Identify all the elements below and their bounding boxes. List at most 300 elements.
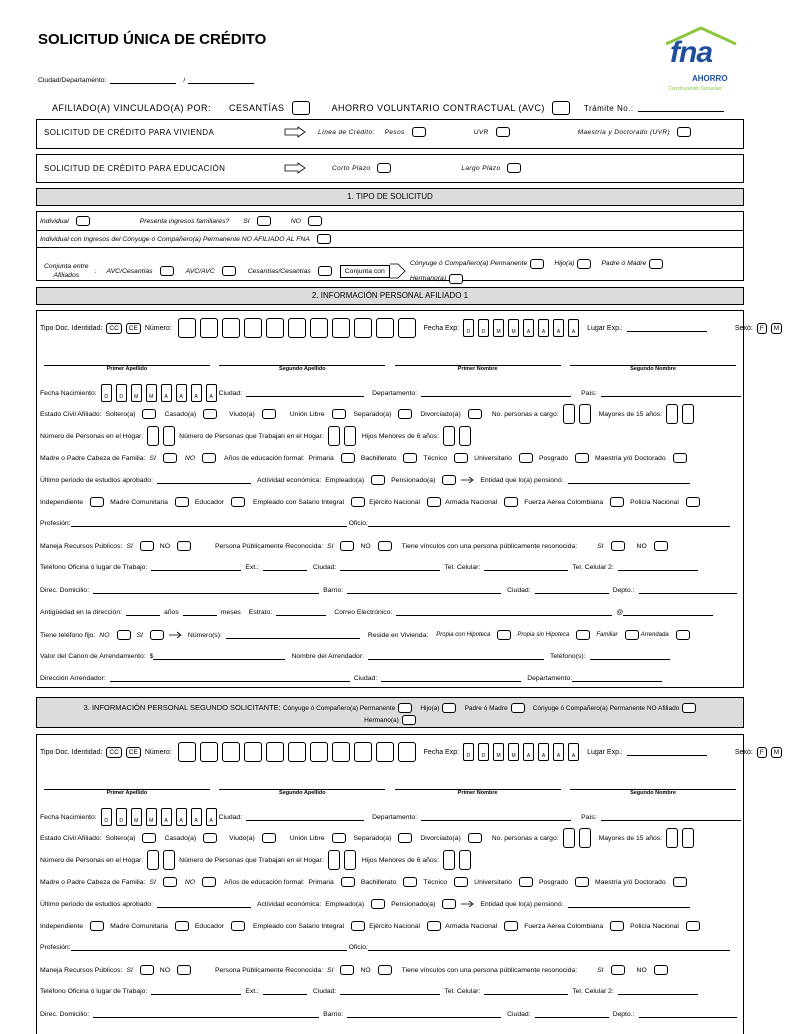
oficio-input[interactable] (368, 943, 730, 951)
id-digit-box[interactable] (332, 742, 350, 762)
policia-checkbox[interactable] (686, 921, 700, 931)
estrato-input[interactable] (276, 608, 326, 616)
nombre-arr-input[interactable] (368, 652, 544, 660)
barrio-input[interactable] (347, 1010, 501, 1018)
barrio-label: Barrio: (323, 586, 344, 594)
ejercito-checkbox[interactable] (427, 497, 441, 507)
id-digit-box[interactable] (310, 318, 328, 338)
date-year-box[interactable]: A (161, 384, 172, 402)
cc-option[interactable]: CC (106, 323, 121, 334)
number-box[interactable] (666, 404, 678, 424)
date-month-box[interactable]: M (508, 743, 519, 761)
segundo-apellido-input[interactable] (219, 358, 385, 366)
date-day-box[interactable]: D (116, 384, 127, 402)
id-digit-box[interactable] (200, 742, 218, 762)
date-year-box[interactable]: A (553, 319, 564, 337)
canon-input[interactable] (153, 652, 285, 660)
id-digit-box[interactable] (354, 318, 372, 338)
casado-checkbox[interactable] (203, 409, 217, 419)
date-day-box[interactable]: D (463, 319, 474, 337)
no-label: NO (184, 454, 196, 462)
date-year-box[interactable]: A (161, 808, 172, 826)
lugar-exp-input[interactable] (627, 748, 707, 756)
segundo-apellido-input[interactable] (219, 782, 385, 790)
si-label: SI (327, 966, 334, 974)
date-year-box[interactable]: A (176, 808, 187, 826)
date-month-box[interactable]: M (131, 808, 142, 826)
oficio-input[interactable] (368, 519, 730, 527)
mayores-label: Mayores de 15 años: (598, 410, 663, 418)
ciudad-input[interactable] (535, 1010, 609, 1018)
id-digit-box[interactable] (244, 318, 262, 338)
date-day-box[interactable]: D (463, 743, 474, 761)
divorciado-checkbox[interactable] (468, 409, 482, 419)
ext-input[interactable] (263, 987, 307, 995)
id-digit-box[interactable] (398, 742, 416, 762)
independiente-checkbox[interactable] (90, 921, 104, 931)
tel-celular-input[interactable] (484, 563, 568, 571)
number-box[interactable] (443, 850, 455, 870)
number-box[interactable] (459, 850, 471, 870)
telefono-label: Teléfono(s): (550, 652, 586, 660)
cc-option[interactable]: CC (106, 747, 121, 758)
armada-checkbox[interactable] (504, 497, 518, 507)
date-year-box[interactable]: A (206, 808, 217, 826)
date-year-box[interactable]: A (191, 808, 202, 826)
empleado-checkbox[interactable] (371, 475, 385, 485)
entidad-input[interactable] (568, 476, 690, 484)
number-box[interactable] (666, 828, 678, 848)
date-day-box[interactable]: D (101, 384, 112, 402)
domicilio-row (40, 586, 741, 594)
sexo-m-option[interactable]: M (771, 747, 782, 758)
hijos-menores-label: Hijos Menores de 6 años: (361, 856, 439, 864)
salario-int-checkbox[interactable] (351, 921, 365, 931)
fuerza-label: Fuerza Aérea Colombiana (524, 498, 604, 506)
padre-checkbox[interactable] (649, 259, 663, 269)
ciudad-input[interactable] (340, 563, 440, 571)
pesos-label: Pesos (384, 128, 405, 136)
no-checkbox[interactable] (654, 965, 668, 975)
departamento-input[interactable] (421, 813, 571, 821)
name-lines (44, 782, 736, 790)
divorciado-checkbox[interactable] (468, 833, 482, 843)
viudo-checkbox[interactable] (262, 833, 276, 843)
policia-label: Policía Nacional (630, 922, 679, 930)
date-year-box[interactable]: A (568, 743, 579, 761)
madre-com-checkbox[interactable] (175, 921, 189, 931)
madre-com-label: Madre Comunitaria (110, 498, 168, 506)
number-box[interactable] (563, 404, 575, 424)
union-label: Unión Libre (289, 410, 325, 418)
recursos-row (40, 965, 672, 975)
reconocida-label: Persona Públicamente Reconocida: (214, 966, 324, 974)
ultimo-label: Último periodo de estudios aprobado: (40, 476, 153, 484)
hermano-checkbox[interactable] (449, 274, 463, 284)
avc-checkbox[interactable] (552, 101, 570, 115)
date-year-box[interactable]: A (538, 319, 549, 337)
direc-label: Direc. Domicilio: (40, 1010, 90, 1018)
logo-text: fna (670, 36, 712, 69)
union-checkbox[interactable] (332, 833, 346, 843)
date-day-box[interactable]: D (101, 808, 112, 826)
educador-checkbox[interactable] (231, 497, 245, 507)
profesion-input[interactable] (71, 519, 347, 527)
posgrado-checkbox[interactable] (575, 453, 589, 463)
recursos-row (40, 541, 672, 551)
dolar-label: $ (149, 652, 154, 660)
empleado-checkbox[interactable] (371, 899, 385, 909)
conyuge-checkbox[interactable] (530, 259, 544, 269)
pais-label: País: (581, 813, 597, 821)
anos-input[interactable] (126, 608, 160, 616)
lugar-exp-input[interactable] (627, 324, 707, 332)
tel-celular2-input[interactable] (618, 563, 698, 571)
depto-input[interactable] (639, 586, 737, 594)
date-year-box[interactable]: A (523, 743, 534, 761)
id-digit-box[interactable] (244, 742, 262, 762)
no-checkbox[interactable] (177, 965, 191, 975)
id-digit-box[interactable] (310, 742, 328, 762)
estrato-label: Estrato: (248, 608, 273, 616)
no-checkbox[interactable] (308, 216, 322, 226)
primer-apellido-label: Primer Apellido (106, 790, 148, 796)
depto-input[interactable] (639, 1010, 737, 1018)
si-checkbox[interactable] (340, 541, 354, 551)
bachillerato-checkbox[interactable] (403, 877, 417, 887)
individual-checkbox[interactable] (76, 216, 90, 226)
maestria-checkbox[interactable] (673, 453, 687, 463)
id-digit-box[interactable] (288, 318, 306, 338)
actividad-label: Actividad económica: (256, 476, 322, 484)
id-digit-box[interactable] (332, 318, 350, 338)
arrendada-checkbox[interactable] (676, 630, 690, 640)
ultimo-input[interactable] (157, 476, 251, 484)
id-digit-box[interactable] (376, 318, 394, 338)
independiente-checkbox[interactable] (90, 497, 104, 507)
arrendador-row (40, 674, 666, 682)
primaria-checkbox[interactable] (341, 877, 355, 887)
sexo-f-option[interactable]: F (757, 747, 767, 758)
tramite-input[interactable] (638, 104, 724, 112)
si-label: SI (597, 966, 604, 974)
primer-nombre-input[interactable] (395, 782, 561, 790)
tipo-doc-label: Tipo Doc. Identidad: (40, 748, 103, 756)
number-box[interactable] (328, 850, 340, 870)
number-box[interactable] (579, 828, 591, 848)
profesion-label: Profesión: (40, 519, 71, 527)
departamento-input[interactable] (572, 674, 662, 682)
vivienda-label: SOLICITUD DE CRÉDITO PARA VIVIENDA (44, 127, 215, 137)
departamento-label: Departamento: (372, 389, 418, 397)
date-month-box[interactable]: M (493, 319, 504, 337)
arrow-icon (460, 900, 476, 908)
date-year-box[interactable]: A (176, 384, 187, 402)
section-1-header: 1. TIPO DE SOLICITUD (36, 188, 744, 206)
ce-option[interactable]: CE (126, 747, 141, 758)
id-digit-box[interactable] (354, 742, 372, 762)
number-box[interactable] (443, 426, 455, 446)
uvr-checkbox[interactable] (496, 127, 510, 137)
entidad-input[interactable] (568, 900, 690, 908)
tel-oficina-input[interactable] (151, 987, 241, 995)
direc-input[interactable] (93, 586, 319, 594)
tel-celular-label: Tel. Celular: (444, 563, 481, 571)
sexo-f-option[interactable]: F (757, 323, 767, 334)
pais-input[interactable] (601, 389, 741, 397)
familiar-checkbox[interactable] (625, 630, 639, 640)
fna-logo (662, 26, 742, 96)
barrio-input[interactable] (347, 586, 501, 594)
date-year-box[interactable]: A (206, 384, 217, 402)
no-label: NO (636, 966, 647, 974)
tel-celular-input[interactable] (484, 987, 568, 995)
ciudad-label: Ciudad: (218, 813, 243, 821)
vinculos-label: Tiene vínculos con una persona públicamente reconocida: (401, 542, 578, 550)
name-labels (44, 366, 736, 372)
correo-domain-input[interactable] (623, 608, 713, 616)
si-checkbox[interactable] (140, 965, 154, 975)
pensionado-checkbox[interactable] (442, 475, 456, 485)
number-box[interactable] (344, 850, 356, 870)
hermano-label: Hermano(a) (409, 275, 447, 282)
salario-int-checkbox[interactable] (351, 497, 365, 507)
conjunta-entre-label: Conjunta entre (44, 263, 89, 270)
ces-ces-checkbox[interactable] (318, 266, 332, 276)
no-checkbox[interactable] (177, 541, 191, 551)
casado-label: Casado(a) (164, 410, 197, 418)
propia-sin-checkbox[interactable] (576, 630, 590, 640)
telefono-input[interactable] (590, 652, 670, 660)
id-digit-box[interactable] (200, 318, 218, 338)
tel-oficina-input[interactable] (151, 563, 241, 571)
date-month-box[interactable]: M (493, 743, 504, 761)
number-box[interactable] (147, 850, 159, 870)
fuerza-checkbox[interactable] (610, 921, 624, 931)
propia-hip-checkbox[interactable] (497, 630, 511, 640)
separado-checkbox[interactable] (398, 409, 412, 419)
segundo-nombre-label: Segundo Nombre (630, 790, 676, 796)
tecnico-checkbox[interactable] (454, 877, 468, 887)
pensionado-checkbox[interactable] (442, 899, 456, 909)
conyuge-label: Cónyuge ó Compañero(a) Permanente (409, 260, 528, 267)
si-checkbox[interactable] (611, 965, 625, 975)
tel-fijo-label: Tiene teléfono fijo: (40, 631, 96, 639)
anos-edu-label: Años de educación formal: (224, 878, 305, 886)
cesantias-checkbox[interactable] (292, 101, 310, 115)
s3-conyuge-checkbox[interactable] (398, 703, 412, 713)
empleado-label: Empleado(a) (325, 900, 365, 908)
correo-input[interactable] (396, 608, 612, 616)
personas-hogar-label: Número de Personas en el Hogar: (40, 856, 144, 864)
si-checkbox[interactable] (340, 965, 354, 975)
id-digit-box[interactable] (266, 742, 284, 762)
casado-checkbox[interactable] (203, 833, 217, 843)
estado-civil-row (40, 404, 698, 424)
maestria-uvr-checkbox[interactable] (677, 127, 691, 137)
numero-label: Número: (144, 324, 172, 332)
date-month-box[interactable]: M (131, 384, 142, 402)
direc-input[interactable] (93, 1010, 319, 1018)
id-digit-box[interactable] (178, 742, 196, 762)
si-checkbox[interactable] (257, 216, 271, 226)
soltero-checkbox[interactable] (142, 409, 156, 419)
educador-label: Educador (194, 922, 224, 930)
armada-checkbox[interactable] (504, 921, 518, 931)
dir-arr-input[interactable] (110, 674, 350, 682)
divorciado-label: Divorciado(a) (420, 410, 461, 418)
posgrado-label: Posgrado (538, 878, 569, 886)
educador-checkbox[interactable] (231, 921, 245, 931)
corto-checkbox[interactable] (377, 163, 391, 173)
soltero-checkbox[interactable] (142, 833, 156, 843)
si-checkbox[interactable] (611, 541, 625, 551)
si-checkbox[interactable] (163, 877, 177, 887)
date-year-box[interactable]: A (523, 319, 534, 337)
pesos-checkbox[interactable] (412, 127, 426, 137)
viudo-checkbox[interactable] (262, 409, 276, 419)
fuerza-checkbox[interactable] (610, 497, 624, 507)
arrow-icon (390, 260, 406, 282)
number-box[interactable] (147, 426, 159, 446)
mayores-label: Mayores de 15 años: (598, 834, 663, 842)
union-checkbox[interactable] (332, 409, 346, 419)
date-year-box[interactable]: A (568, 319, 579, 337)
arrendada-label: Arrendada (640, 632, 669, 638)
hogar-row (40, 850, 475, 870)
si-checkbox[interactable] (150, 630, 164, 640)
id-digit-box[interactable] (288, 742, 306, 762)
id-digit-box[interactable] (376, 742, 394, 762)
madre-com-checkbox[interactable] (175, 497, 189, 507)
viudo-label: Viudo(a) (229, 834, 255, 842)
avc-ces-checkbox[interactable] (160, 266, 174, 276)
no-checkbox[interactable] (378, 541, 392, 551)
meses-input[interactable] (183, 608, 217, 616)
afiliados-label: Afiliados (53, 272, 80, 279)
primer-apellido-input[interactable] (44, 358, 210, 366)
universitario-checkbox[interactable] (519, 877, 533, 887)
segundo-nombre-input[interactable] (570, 358, 736, 366)
id-digit-box[interactable] (178, 318, 196, 338)
s3-conyuge-no-checkbox[interactable] (682, 703, 696, 713)
personas-hogar-label: Número de Personas en el Hogar: (40, 432, 144, 440)
ind-conyuge-checkbox[interactable] (317, 234, 331, 244)
no-checkbox[interactable] (202, 453, 216, 463)
numeros-input[interactable] (226, 631, 360, 639)
department-input[interactable] (188, 76, 254, 84)
number-box[interactable] (563, 828, 575, 848)
no-checkbox[interactable] (202, 877, 216, 887)
date-day-box[interactable]: D (478, 319, 489, 337)
ejercito-checkbox[interactable] (427, 921, 441, 931)
date-year-box[interactable]: A (538, 743, 549, 761)
no-checkbox[interactable] (654, 541, 668, 551)
posgrado-checkbox[interactable] (575, 877, 589, 887)
primer-apellido-input[interactable] (44, 782, 210, 790)
maestria-checkbox[interactable] (673, 877, 687, 887)
no-label: NO (184, 878, 196, 886)
telfijo-row (40, 630, 694, 640)
number-box[interactable] (344, 426, 356, 446)
separado-checkbox[interactable] (398, 833, 412, 843)
policia-checkbox[interactable] (686, 497, 700, 507)
id-digit-box[interactable] (222, 318, 240, 338)
date-month-box[interactable]: M (146, 384, 157, 402)
s3-hijo-checkbox[interactable] (442, 703, 456, 713)
linea-label: Línea de Crédito: (318, 128, 375, 136)
soltero-label: Soltero(a) (105, 834, 136, 842)
id-digit-box[interactable] (266, 318, 284, 338)
number-box[interactable] (682, 828, 694, 848)
s3-hermano-checkbox[interactable] (402, 715, 416, 725)
date-year-box[interactable]: A (191, 384, 202, 402)
segundo-nombre-input[interactable] (570, 782, 736, 790)
ciudad-input[interactable] (246, 389, 364, 397)
tecnico-checkbox[interactable] (454, 453, 468, 463)
primaria-checkbox[interactable] (341, 453, 355, 463)
id-digit-box[interactable] (398, 318, 416, 338)
ciudad-input[interactable] (381, 674, 521, 682)
hijo-checkbox[interactable] (577, 259, 591, 269)
number-box[interactable] (328, 426, 340, 446)
number-box[interactable] (579, 404, 591, 424)
date-month-box[interactable]: M (508, 319, 519, 337)
universitario-checkbox[interactable] (519, 453, 533, 463)
pais-input[interactable] (601, 813, 741, 821)
largo-checkbox[interactable] (507, 163, 521, 173)
bachillerato-checkbox[interactable] (403, 453, 417, 463)
departamento-input[interactable] (421, 389, 571, 397)
si-checkbox[interactable] (140, 541, 154, 551)
universitario-label: Universitario (474, 454, 512, 462)
number-box[interactable] (682, 404, 694, 424)
number-box[interactable] (163, 850, 175, 870)
conjunta-con-button[interactable]: Conjunta con (340, 265, 390, 278)
number-box[interactable] (459, 426, 471, 446)
date-day-box[interactable]: D (478, 743, 489, 761)
number-box[interactable] (163, 426, 175, 446)
avc-avc-checkbox[interactable] (222, 266, 236, 276)
profesion-input[interactable] (71, 943, 347, 951)
sexo-m-option[interactable]: M (771, 323, 782, 334)
si-checkbox[interactable] (163, 453, 177, 463)
city-input[interactable] (110, 76, 176, 84)
primer-nombre-input[interactable] (395, 358, 561, 366)
doc-row (40, 742, 786, 762)
ultimo-input[interactable] (157, 900, 251, 908)
section-2-header: 2. INFORMACIÓN PERSONAL AFILIADO 1 (36, 287, 744, 305)
date-month-box[interactable]: M (146, 808, 157, 826)
departamento-label: Departamento: (372, 813, 418, 821)
ext-input[interactable] (263, 563, 307, 571)
tel-celular2-input[interactable] (618, 987, 698, 995)
city-label: Ciudad/Departamento: (38, 76, 107, 84)
date-day-box[interactable]: D (116, 808, 127, 826)
ciudad-input[interactable] (535, 586, 609, 594)
no-checkbox[interactable] (378, 965, 392, 975)
ciudad-input[interactable] (340, 987, 440, 995)
id-digit-box[interactable] (222, 742, 240, 762)
ciudad-input[interactable] (246, 813, 364, 821)
no-label: NO (159, 966, 170, 974)
s3-padre-checkbox[interactable] (511, 703, 525, 713)
estado-civil-row (40, 828, 698, 848)
date-year-box[interactable]: A (553, 743, 564, 761)
arrow-icon (284, 163, 306, 173)
no-checkbox[interactable] (117, 630, 131, 640)
ce-option[interactable]: CE (126, 323, 141, 334)
